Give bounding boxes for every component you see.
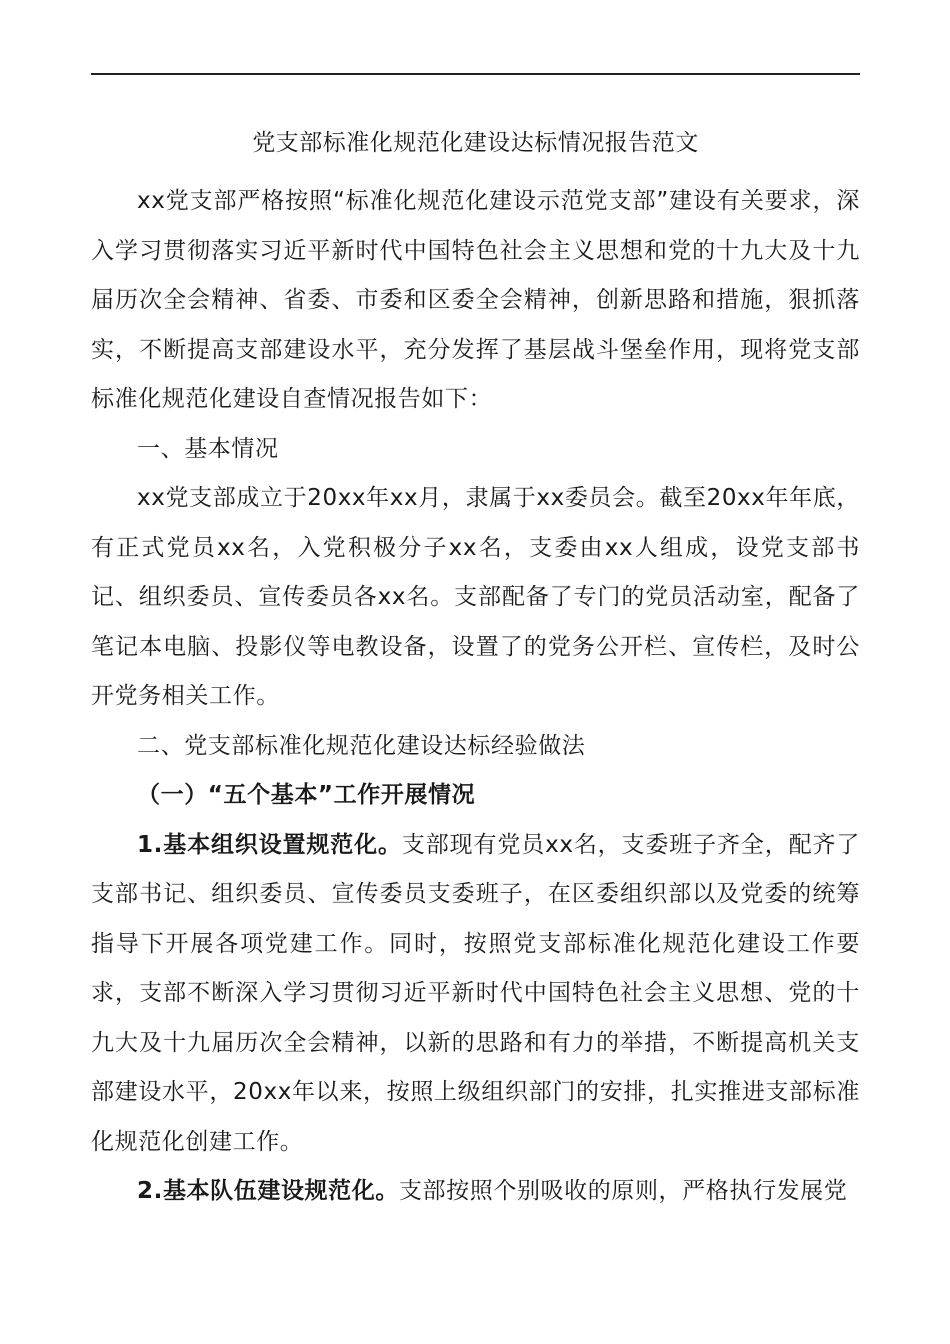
intro-paragraph: xx党支部严格按照“标准化规范化建设示范党支部”建设有关要求，深入学习贯彻落实习近平新时代中国特色社会主义思想和党的十九大及十九届历次全会精神、省委、市委和区委全会精神，创新思路和措施，狠抓落实，不断提高支部建设水平，充分发挥了基层战斗堡垒作用，现将党支部标准化规范化建设自查情况报告如下： — [91, 188, 860, 412]
item-2-paragraph — [91, 1167, 860, 1217]
item-2-body: 支部按照个别吸收的原则，严格执行发展党 — [398, 1178, 848, 1204]
section-heading-basic-situation: 一、基本情况 — [137, 435, 279, 462]
item-1-lead: 1.基本组织设置规范化。 — [137, 831, 402, 858]
basic-situation-paragraph: xx党支部成立于20xx年xx月，隶属于xx委员会。截至20xx年年底，有正式党员xx名，入党积极分子xx名，支委由xx人组成，设党支部书记、组织委员、宣传委员各xx名。支部配备了专门的党员活动室，配备了笔记本电脑、投影仪等电教设备，设置了的党务公开栏、宣传栏，及时公开党务相关工作。 — [91, 485, 860, 709]
item-1-body: 支部现有党员xx名，支委班子齐全，配齐了支部书记、组织委员、宣传委员支委班子，在区委组织部以及党委的统筹指导下开展各项党建工作。同时，按照党支部标准化规范化建设工作要求，支部不断深入学习贯彻习近平新时代中国特色社会主义思想、党的十九大及十九届历次全会精神，以新的思路和有力的举措，不断提高机关支部建设水平，20xx年以来，按照上级组织部门的安排，扎实推进支部标准化规范化创建工作。 — [91, 831, 860, 1155]
subsection-heading-five-basics: （一）“五个基本”工作开展情况 — [137, 782, 476, 808]
document-body — [91, 177, 860, 1217]
item-1-paragraph — [91, 821, 860, 1168]
header-rule — [91, 73, 860, 75]
section-heading-experience: 二、党支部标准化规范化建设达标经验做法 — [137, 732, 586, 759]
document-title: 党支部标准化规范化建设达标情况报告范文 — [252, 130, 699, 156]
item-2-lead: 2.基本队伍建设规范化。 — [137, 1178, 399, 1204]
